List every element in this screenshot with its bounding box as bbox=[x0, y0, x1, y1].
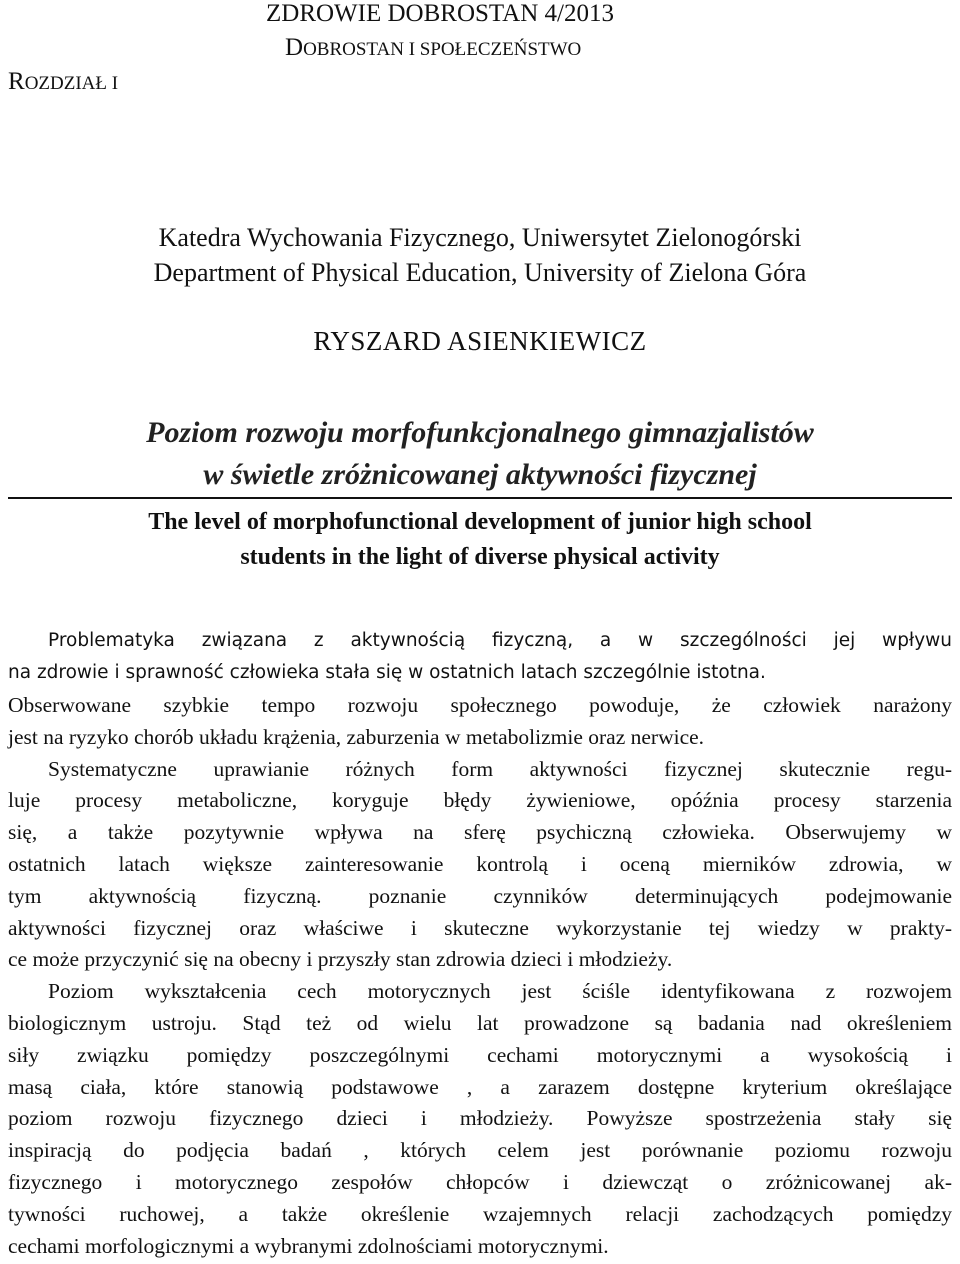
section-header bbox=[285, 34, 581, 62]
body-line: siły związku pomiędzy poszczególnymi cechami motorycznymi a wysokością i bbox=[8, 1042, 952, 1067]
section-header-rest: OBROSTAN I SPOŁECZEŃSTWO bbox=[303, 39, 582, 60]
title-english-line-1: The level of morphofunctional development of junior high school bbox=[148, 509, 812, 535]
body-line: poziom rozwoju fizycznego dzieci i młodzieży. Powyższe spostrzeżenia stały się bbox=[8, 1106, 952, 1131]
title-polish-line-2: w świetle zróżnicowanej aktywności fizycznej bbox=[203, 458, 757, 491]
body-line: tym aktywnością fizyczną. poznanie czynników determinujących podejmowanie bbox=[8, 883, 952, 908]
body-text bbox=[8, 690, 952, 1262]
body-line: biologicznym ustroju. Stąd też od wielu lat prowadzone są badania nad określeniem bbox=[8, 1010, 952, 1035]
body-line: inspiracją do podjęcia badań , których celem jest porównanie poziomu rozwoju bbox=[8, 1138, 952, 1163]
section-header-initial: D bbox=[285, 34, 304, 61]
body-line: Poziom wykształcenia cech motorycznych jest ściśle identyfikowana z rozwojem bbox=[48, 979, 952, 1004]
body-line: ostatnich latach większe zainteresowanie kontrolą i oceną mierników zdrowia, w bbox=[8, 851, 952, 876]
title-polish-line-1: Poziom rozwoju morfofunkcjonalnego gimnazjalistów bbox=[146, 416, 814, 449]
title-english-line-2: students in the light of diverse physical activity bbox=[240, 544, 720, 570]
body-line: fizycznego i motorycznego zespołów chłopców i dziewcząt o zróżnicowanej ak- bbox=[8, 1169, 952, 1194]
chapter-header-rest: OZDZIAŁ I bbox=[24, 73, 119, 94]
title-divider bbox=[8, 497, 952, 499]
body-line: jest na ryzyko chorób układu krążenia, zaburzenia w metabolizmie oraz nerwice. bbox=[8, 724, 705, 749]
body-line: ce może przyczynić się na obecny i przyszły stan zdrowia dzieci i młodzieży. bbox=[8, 947, 673, 972]
body-line: cechami morfologicznymi a wybranymi zdolnościami motorycznymi. bbox=[8, 1233, 609, 1258]
body-line: Systematyczne uprawianie różnych form aktywności fizycznej skutecznie regu- bbox=[48, 756, 952, 781]
abstract bbox=[8, 625, 952, 689]
abstract-line: Problematyka związana z aktywnością fizyczną, a w szczególności jej wpływu bbox=[48, 630, 952, 651]
author-name: RYSZARD ASIENKIEWICZ bbox=[313, 326, 647, 356]
body-line: luje procesy metaboliczne, koryguje błędy żywieniowe, opóźnia procesy starzenia bbox=[8, 788, 952, 813]
journal-header: ZDROWIE DOBROSTAN 4/2013 bbox=[266, 0, 614, 27]
body-line: tywności ruchowej, a także określenie wzajemnych relacji zachodzących pomiędzy bbox=[8, 1201, 952, 1226]
body-line: aktywności fizycznej oraz właściwe i skuteczne wykorzystanie tej wiedzy w prakty- bbox=[8, 915, 952, 940]
body-line: się, a także pozytywnie wpływa na sferę psychiczną człowieka. Obserwujemy w bbox=[8, 820, 952, 845]
body-line: masą ciała, które stanowią podstawowe , a zarazem dostępne kryterium określające bbox=[8, 1074, 952, 1099]
chapter-header-initial: R bbox=[8, 68, 25, 95]
abstract-line: na zdrowie i sprawność człowieka stała się w ostatnich latach szczególnie istotna. bbox=[8, 662, 766, 683]
affiliation-english: Department of Physical Education, University of Zielona Góra bbox=[153, 258, 807, 287]
affiliation-polish: Katedra Wychowania Fizycznego, Uniwersytet Zielonogórski bbox=[158, 223, 802, 252]
body-line: Obserwowane szybkie tempo rozwoju społecznego powoduje, że człowiek narażony bbox=[8, 693, 952, 717]
chapter-header bbox=[8, 68, 118, 96]
